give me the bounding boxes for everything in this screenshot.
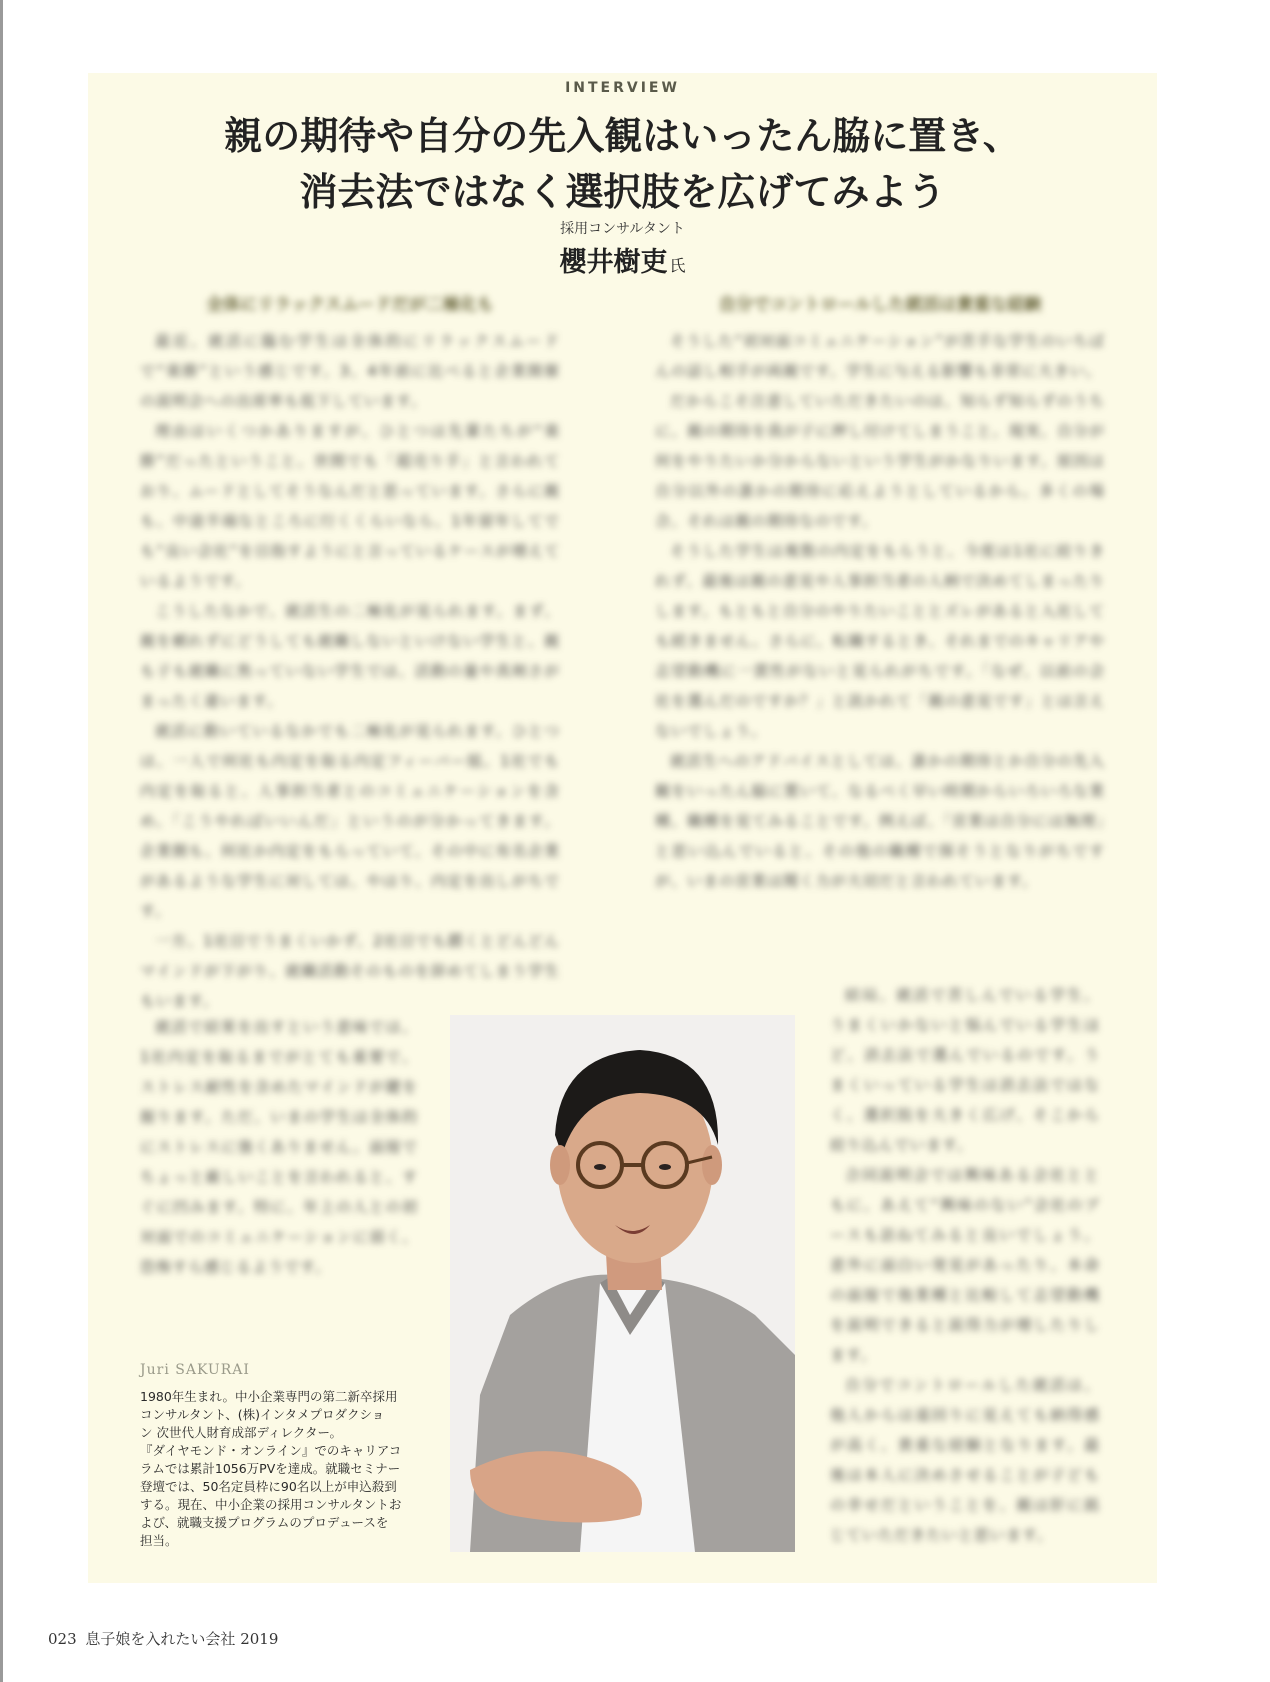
page-number: 023 bbox=[48, 1630, 77, 1648]
interviewee-photo bbox=[450, 1015, 795, 1552]
right-subhead: 自分でコントロールした就活は貴重な経験 bbox=[718, 295, 1042, 315]
left-paragraph: 理由はいくつかありますが、ひとつは先輩たちが“楽勝”だったということ。世間でも「超売り手」と言われており、ムードとしてそうなんだと思っています。さらに親も、中途半端なところに行くくらいなら、1年留年してでも“良い会社”を目指すようにと言っているケースが増えているようです。 bbox=[140, 422, 560, 590]
profile-bio bbox=[140, 1388, 422, 1550]
profile-line: ラムでは累計1056万PVを達成。就職セミナー bbox=[140, 1461, 401, 1476]
right-paragraph: そうした学生は複数の内定をもらうと、今度は1社に絞りきれず、最後は親の意見や人事担当者の人柄で決めてしまったりします。もともと自分のやりたいこととズレがあると入社しても続きません。さらに、転職するとき、それまでのキャリアや志望動機に一貫性がないと見られがちです。「なぜ、以前の会社を選んだのですか？」と訊かれて「親の意見です」とは言えないでしょう。 bbox=[655, 542, 1105, 740]
profile-line: 『ダイヤモンド・オンライン』でのキャリアコ bbox=[140, 1443, 402, 1458]
profile-line: コンサルタント、(株)インタメプロダクショ bbox=[140, 1407, 385, 1422]
headline-line-1: 親の期待や自分の先入観はいったん脇に置き、 bbox=[224, 114, 1021, 158]
interviewee-name-text: 櫻井樹吏 bbox=[559, 247, 668, 278]
right-eye bbox=[659, 1164, 671, 1170]
left-paragraph: こうしたなかで、就活生の二極化が見られます。まず、親を頼れずにどうしても就職しないといけない学生と、親も子も就職に焦っていない学生では、活動の量や真剣さがまったく違います。 bbox=[140, 602, 560, 710]
right-paragraph: 就活生へのアドバイスとしては、誰かの期待とか自分の先入観をいったん脇に置いて、なるべく早い時期からいろいろな業種、職種を見てみることです。例えば、「営業は自分には無理」と思い込んでいると、その他の職種で探そうとなりがちですが、いまの営業は聞く力が大切だと言われています。 bbox=[655, 752, 1105, 890]
page-footer bbox=[48, 1628, 278, 1649]
right-ear bbox=[702, 1145, 722, 1185]
left-subhead: 全体にリラックスムードだが二極化も bbox=[206, 295, 494, 315]
profile-line: する。現在、中小企業の採用コンサルタントお bbox=[140, 1497, 402, 1512]
left-eye bbox=[594, 1164, 606, 1170]
left-paragraph: 就活に動いているなかでも二極化が見られます。ひとつは、一人で何社も内定を取る内定フィーバー組。1社でも内定を取ると、人事担当者とのコミュニケーションを含め、「こうやればいいんだ」というのが分かってきます。企業側も、何社か内定をもらっていて、その中に有名企業があるような学生に対しては、やはり、内定を出しがちです。 bbox=[140, 722, 560, 920]
left-ear bbox=[550, 1145, 570, 1185]
right-paragraph: そうした“初対面コミュニケーション”が苦手な学生のいちばんの話し相手が両親です。学生に与える影響も非常に大きい。 bbox=[655, 332, 1105, 380]
right-lower-paragraph: 自分でコントロールした就活は、他人からは遠回りに見えても納得感が高く、貴重な経験となります。最後は本人に決めさせることが子どもの幸せだということを、親は肝に銘じていただきたいと思います。 bbox=[830, 1376, 1100, 1544]
headline-line-2: 消去法ではなく選択肢を広げてみよう bbox=[299, 170, 946, 214]
profile-romanized-name: Juri SAKURAI bbox=[140, 1362, 250, 1378]
portrait-illustration bbox=[450, 1015, 795, 1552]
left-lower-paragraph: 就活で結果を出すという意味では、1社内定を取るまでがとても重要で、ストレス耐性を含めたマインドが鍵を握ります。ただ、いまの学生は全体的にストレスに強くありません。面接でちょっと厳しいことを言われると、すぐに凹みます。特に、年上の人との初対面でのコミュニケーションに弱く、恐怖すら感じるようです。 bbox=[140, 1018, 418, 1276]
interviewee-name bbox=[0, 240, 1245, 279]
right-lower-body bbox=[830, 980, 1100, 1550]
left-paragraph: 最近、就活に臨む学生は全体的にリラックスムードで“楽勝”という感じです。3、4年前に比べると企業開催の説明会への出席率も低下しています。 bbox=[140, 332, 560, 410]
profile-line: よび、就職支援プログラムのプロデュースを bbox=[140, 1515, 389, 1530]
left-lower-body bbox=[140, 1012, 418, 1282]
right-lower-paragraph: 合同説明会では興味ある会社とともに、あえて“興味のない”会社のブースも訪ねてみると良いでしょう。意外に面白い発見があったり、本命の面接で他業種と比較して志望動機を説明できると説得力が増したりします。 bbox=[830, 1166, 1100, 1364]
section-kicker: INTERVIEW bbox=[565, 80, 680, 96]
left-column-body bbox=[140, 326, 560, 1016]
honorific-suffix: 氏 bbox=[669, 256, 686, 275]
profile-line: ン 次世代人財育成部ディレクター。 bbox=[140, 1425, 342, 1440]
profile-line: 担当。 bbox=[140, 1533, 178, 1548]
profile-line: 登壇では、50名定員枠に90名以上が申込殺到 bbox=[140, 1479, 397, 1494]
interviewee-role: 採用コンサルタント bbox=[560, 221, 685, 237]
publication-title: 息子娘を入れたい会社 2019 bbox=[85, 1630, 279, 1648]
profile-line: 1980年生まれ。中小企業専門の第二新卒採用 bbox=[140, 1389, 398, 1404]
right-paragraph: だからこそ注意していただきたいのは、知らず知らずのうちに、親の期待を我が子に押し付けてしまうこと。現実、自分が何をやりたいか分からないという学生がかなりいます。原因は自分以外の誰かの期待に応えようとしているから。多くの場合、それは親の期待なのです。 bbox=[655, 392, 1105, 530]
right-lower-paragraph: 結局、就活で苦しんでいる学生、うまくいかないと悩んでいる学生ほど、消去法で選んでいるのです。うまくいっている学生は消去法ではなく、選択肢を大きく広げ、そこから絞り込んでいます。 bbox=[830, 986, 1100, 1154]
left-paragraph: 一方、1社目でうまくいかず、2社目でも躓くとどんどんマインドが下がり、就職活動そのものを辞めてしまう学生もいます。 bbox=[140, 932, 560, 1010]
article-headline bbox=[0, 108, 1245, 220]
right-column-body bbox=[655, 326, 1105, 896]
